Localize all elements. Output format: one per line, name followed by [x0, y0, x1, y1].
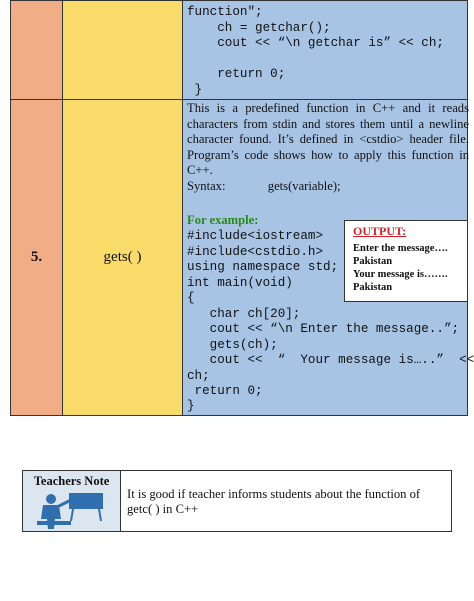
output-line: Your message is……. — [353, 269, 448, 280]
teachers-note-title: Teachers Note — [33, 474, 110, 488]
teachers-note-header — [23, 471, 121, 531]
syntax-value: gets(variable); — [267, 179, 341, 193]
code-line: using namespace std; — [187, 260, 339, 274]
code-line: } — [187, 82, 203, 97]
code-line: gets(ch); — [187, 337, 278, 352]
code-line: return 0; — [187, 67, 286, 81]
code-line: int main(void) — [187, 275, 293, 290]
function-name: gets( ) — [103, 249, 142, 265]
output-title: OUTPUT: — [353, 224, 407, 238]
code-line: #include<iostream> — [187, 229, 324, 243]
code-line: { — [187, 291, 195, 305]
output-line: Enter the message…. — [353, 243, 448, 254]
code-line: ch; — [187, 368, 210, 383]
output-box — [344, 220, 468, 302]
code-line: } — [187, 399, 195, 413]
output-line: Pakistan — [353, 282, 393, 293]
code-line: #include<cstdio.h> — [187, 244, 324, 259]
teachers-note-text: It is good if teacher informs students about the function of getc( ) in C++ — [127, 487, 421, 516]
code-line: cout << “\n Enter the message..”; — [187, 322, 460, 336]
row-divider — [183, 99, 467, 100]
syntax-line — [187, 179, 469, 195]
function-table — [10, 0, 474, 416]
number-column — [11, 1, 63, 415]
code-line: cout << “\n getchar is” << ch; — [187, 36, 444, 50]
function-name-column — [63, 1, 183, 415]
code-line: function"; — [187, 5, 263, 19]
description-column — [183, 1, 474, 415]
teachers-note — [22, 470, 452, 532]
row-divider — [11, 99, 62, 100]
teacher-pointing-icon — [35, 489, 107, 531]
code-line: return 0; — [187, 384, 263, 398]
syntax-label: Syntax: — [187, 179, 226, 193]
description-text: This is a predefined function in C++ and it reads characters from stdin and stores them until a newline character found. It’s defined in <cstdio> header file. Program’s code shows how to apply this function in C++. — [187, 101, 469, 177]
row-divider — [63, 99, 182, 100]
code-line: char ch[20]; — [187, 306, 301, 321]
code-line: ch = getchar(); — [187, 20, 331, 35]
row-number: 5. — [30, 249, 43, 265]
output-line: Pakistan — [353, 256, 393, 267]
code-line: cout << “ Your message is…..” << — [187, 353, 474, 367]
example-title: For example: — [187, 213, 259, 227]
